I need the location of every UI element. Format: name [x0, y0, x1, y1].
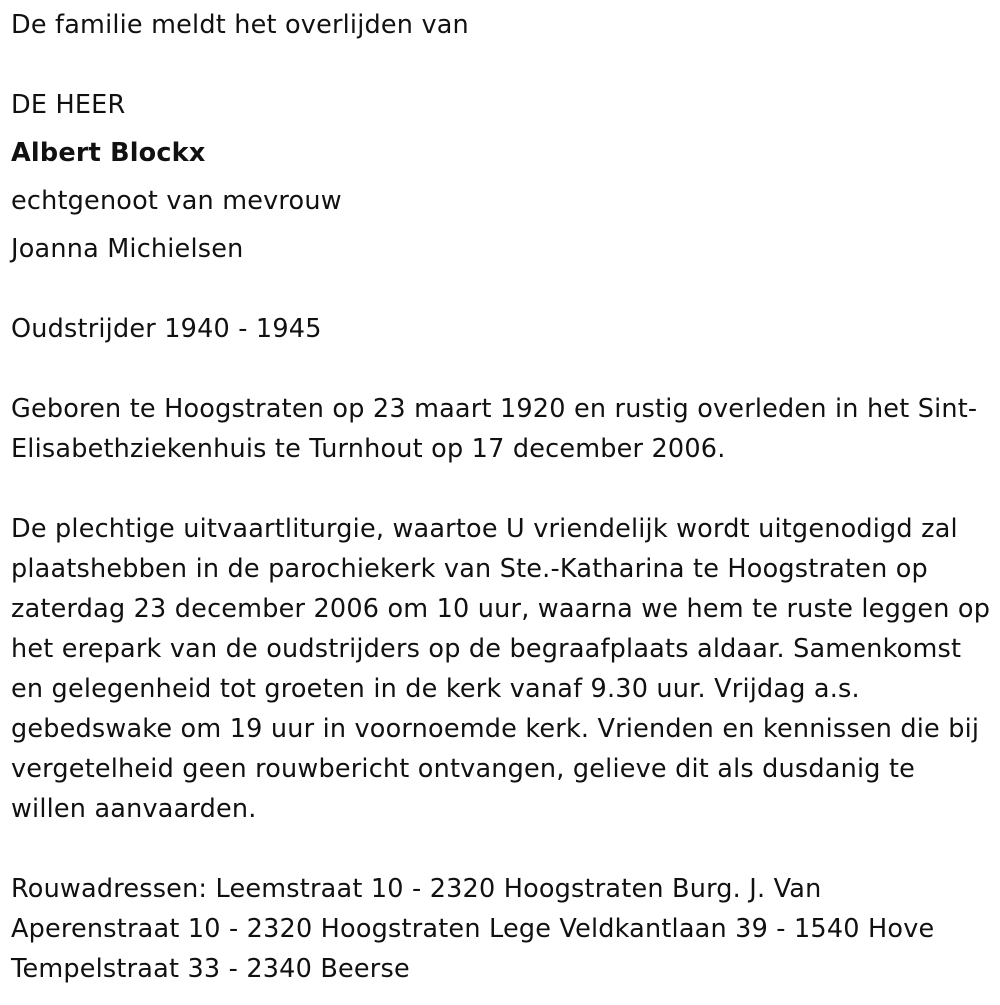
addresses-paragraph: Rouwadressen: Leemstraat 10 - 2320 Hoogstraten Burg. J. Van Aperenstraat 10 - 2320 Hoogstraten Lege Veldkantlaan 39 - 1540 Hove Tempelstraat 33 - 2340 Beerse [11, 874, 935, 984]
deceased-name: Albert Blockx [11, 138, 206, 168]
birth-death-paragraph: Geboren te Hoogstraten op 23 maart 1920 en rustig overleden in het Sint-Elisabethziekenhuis te Turnhout op 17 december 2006. [11, 394, 978, 464]
spouse-name: Joanna Michielsen [11, 234, 244, 264]
spouse-label: echtgenoot van mevrouw [11, 186, 342, 216]
title-text: DE HEER [11, 90, 126, 120]
funeral-paragraph: De plechtige uitvaartliturgie, waartoe U vriendelijk wordt uitgenodigd zal plaatshebben in de parochiekerk van Ste.-Katharina te Hoogstraten op zaterdag 23 december 2006 om 10 uur, waarna we hem te ruste leggen op het erepark van de oudstrijders op de begraafplaats aldaar. Samenkomst en gelegenheid tot groeten in de kerk vanaf 9.30 uur. Vrijdag a.s. gebedswake om 19 uur in voornoemde kerk. Vrienden en kennissen die bij vergetelheid geen rouwbericht ontvangen, gelieve dit als dusdanig te willen aanvaarden. [11, 514, 991, 824]
intro-text: De familie meldt het overlijden van [11, 10, 469, 40]
veteran-text: Oudstrijder 1940 - 1945 [11, 314, 322, 344]
